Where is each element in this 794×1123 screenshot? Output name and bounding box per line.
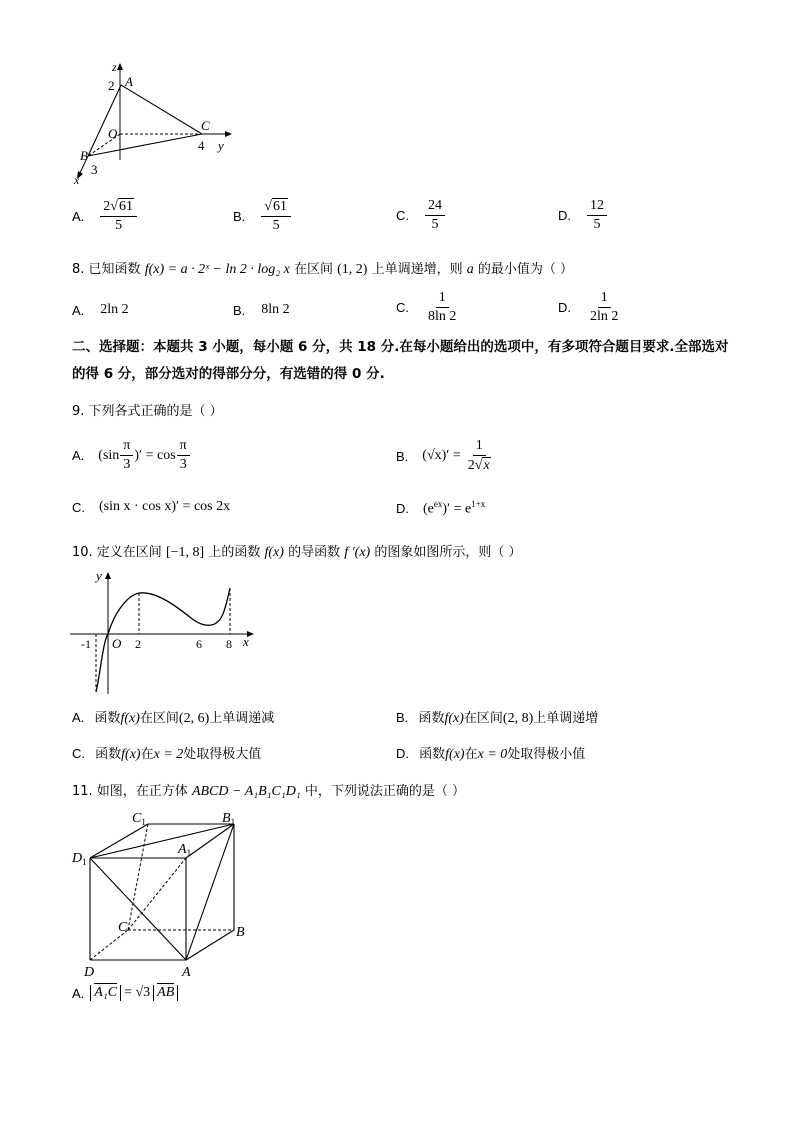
expr-part: )′ = cos [134,447,176,463]
denominator: 8ln 2 [428,309,457,325]
option-label: D. [396,746,409,761]
option-label: D. [558,300,571,316]
radicand: 61 [272,199,287,214]
fraction: $\frac{1}{2√x}$ [467,438,490,474]
option-label: C. [72,746,85,761]
vector-arrow [94,983,117,987]
q11-option-a[interactable] [72,985,178,1001]
q7-figure [70,58,240,188]
option-label: A. [72,448,85,464]
fraction [261,198,291,234]
fig7-o-label: O [108,126,118,141]
fig7-3-label: 3 [91,162,98,177]
function-expression: f(x) = a · 2ˣ − ln 2 · log₂ x [144,262,290,277]
option-label: D. [396,500,409,516]
cube-label-a1: $A_1$ [178,842,192,858]
cube-label-a: A [182,965,191,980]
fig7-2-label: 2 [108,78,115,93]
q7-option-b[interactable] [233,198,291,234]
fraction [587,198,607,233]
option-label: D. [558,208,571,224]
graph-tick-8: 8 [226,637,232,651]
q8-option-d[interactable] [558,290,621,325]
variable: a [466,262,474,277]
denominator: 5 [593,217,601,233]
expr-part: (√x)′ = [422,448,461,464]
denominator: 2ln 2 [590,309,619,325]
numerator: 1 [436,290,449,308]
option-label: C. [396,300,409,316]
coef: 2 [103,199,111,214]
option-label: A. [72,302,85,318]
numerator: 12 [587,198,607,216]
q7-option-c[interactable] [396,198,445,233]
fig7-b-label: B [80,148,88,163]
option-value: 8ln 2 [261,302,290,317]
option-label: A. [72,208,85,224]
option-label: A. [72,985,85,1001]
graph-origin-label: O [112,636,122,651]
option-label: B. [396,710,409,725]
fraction [425,198,445,233]
interval: (1, 2) [337,262,368,277]
q10-option-a[interactable]: A. 函数f(x)在区间(2, 6)上单调递减 [72,710,275,726]
graph-x-label: x [243,634,249,649]
fraction: $\frac{\pi}{3}$ [177,438,190,473]
fig7-4-label: 4 [198,138,205,153]
option-label: B. [396,448,409,464]
fig7-y-label: y [218,138,224,153]
q10-stem: 10. 定义在区间 [−1, 8] 上的函数 f(x) 的导函数 f ′(x) 的图象如图所示，则（ ） [72,545,522,560]
option-expression [98,438,189,473]
fraction [100,198,137,234]
fraction: $\frac{\pi}{3}$ [120,438,133,473]
numerator: 24 [425,198,445,216]
stem-text: 8. 已知函数 [72,262,141,277]
graph-tick-6: 6 [196,637,202,651]
expr-part: (sin [98,447,120,463]
stem-text: 在区间 [293,262,333,277]
option-expression [422,438,493,474]
q9-stem: 9. 下列各式正确的是（ ） [72,404,223,419]
cube-label-c: C [118,920,128,935]
q7-option-d[interactable] [558,198,607,233]
cube-label-c1: $C_1$ [132,811,146,827]
q9-option-a[interactable] [72,438,190,473]
graph-tick-2: 2 [135,637,141,651]
option-label: C. [72,499,85,515]
q11-stem: 11. 如图，在正方体 ABCD − A₁B₁C₁D₁ 中，下列说法正确的是（ ） [72,784,466,799]
q8-option-b[interactable] [233,302,290,318]
sqrt-sign: √ [110,199,118,214]
graph-tick-minus1: -1 [81,637,91,651]
q7-option-a[interactable] [72,198,137,234]
q9-option-c[interactable] [72,499,230,515]
cube-label-d1: $D_1$ [72,851,87,867]
option-label: C. [396,208,409,224]
fig7-a-label: A [125,74,133,89]
sqrt-sign: √ [264,199,272,214]
radicand: 61 [118,199,133,214]
q10-option-d[interactable]: D. 函数f(x)在x = 0处取得极小值 [396,746,586,762]
numerator: 1 [598,290,611,308]
vector-arrow [157,983,174,987]
q9-option-b[interactable] [396,438,494,474]
option-expression: (sin x · cos x)′ = cos 2x [99,499,231,514]
graph-y-label: y [96,568,102,583]
option-label: B. [233,208,246,224]
stem-text: 上单调递增，则 [371,262,463,277]
denominator: 5 [431,217,439,233]
fraction [425,290,459,325]
q10-derivative-graph [66,566,262,698]
cube-label-b1: $B_1$ [222,811,236,827]
interval: [−1, 8] [165,545,205,560]
q10-option-b[interactable]: B. 函数f(x)在区间(2, 8)上单调递增 [396,710,599,726]
option-label: B. [233,302,246,318]
q9-option-d[interactable] [396,499,485,518]
q8-option-a[interactable] [72,302,129,318]
q10-option-c[interactable]: C. 函数f(x)在x = 2处取得极大值 [72,746,262,762]
cube-label-b: B [236,925,245,940]
q8-stem [72,258,573,278]
section-heading: 二、选择题：本题共 3 小题，每小题 6 分，共 18 分.在每小题给出的选项中，有多项符合题目要求.全部选对的得 6 分，部分选对的得部分分，有选错的得 0 分. [72,339,729,382]
denominator: 5 [272,218,280,234]
q8-option-c[interactable] [396,290,459,325]
function-name: f(x) [264,545,284,560]
fig7-x-label: x [74,173,80,187]
fig7-c-label: C [201,118,210,133]
option-expression: $(e^{ex})' = e^{1+x}$ [423,499,486,517]
stem-text: 的最小值为（ ） [477,262,574,277]
solid-name: ABCD − A₁B₁C₁D₁ [191,784,301,799]
fraction [587,290,621,325]
fig7-z-label: z [112,60,117,74]
option-expression: A₁C = √3 AB [90,985,178,1001]
option-value: 2ln 2 [100,302,129,317]
option-label: A. [72,710,85,725]
q11-cube-figure [66,806,266,982]
cube-label-d: D [84,965,95,980]
derivative-name: f ′(x) [344,545,371,560]
denominator: 5 [115,218,123,234]
